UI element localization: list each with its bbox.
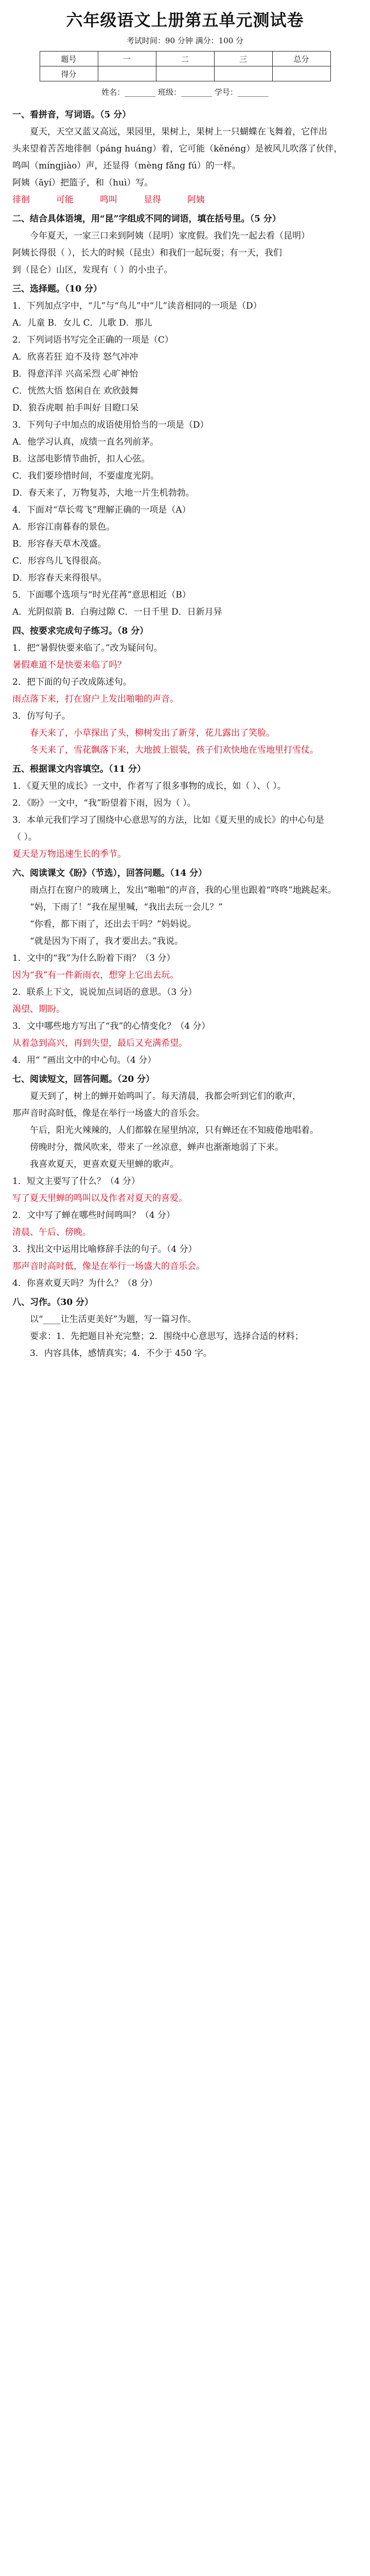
answer-line: 春天来了，小草探出了头，柳树发出了新芽，花儿露出了笑脸。 xyxy=(30,728,275,738)
answer-line: 渴望、期盼。 xyxy=(12,1004,65,1014)
passage-line: 夏天，天空又蓝又高远，果园里，果树上，果树上一只蝴蝶在飞舞着，它伴出 xyxy=(30,127,327,137)
question: 2．文中写了蝉在哪些时间鸣叫？（4 分） xyxy=(12,1210,175,1221)
score-cell xyxy=(98,66,156,81)
passage-line: 夏天到了，树上的蝉开始鸣叫了。每天清晨，我都会听到它们的歌声， xyxy=(30,1091,301,1101)
section-title: 八、习作。（30 分） xyxy=(12,1297,94,1308)
fill-line: 1．《夏天里的成长》一文中，作者写了很多事物的成长，如（ ）、（ ）。 xyxy=(12,781,286,791)
question: 2．联系上下文，说说加点词语的意思。（3 分） xyxy=(12,987,197,997)
passage-line: “妈，下雨了！”我在屋里喊，“我出去玩一会儿？” xyxy=(30,902,223,912)
option: A．他学习认真，成绩一直名列前茅。 xyxy=(12,437,159,447)
option: B．得意洋洋 兴高采烈 心旷神怡 xyxy=(12,369,138,379)
fill-line: 3．本单元我们学习了围绕中心意思写的方法，比如《夏天里的成长》的中心句是 xyxy=(12,815,324,825)
score-row-header xyxy=(40,52,330,66)
option: C．恍然大悟 悠闲自在 欢欣鼓舞 xyxy=(12,386,138,396)
score-cell: 得分 xyxy=(40,66,98,81)
section-title: 四、按要求完成句子练习。（8 分） xyxy=(12,626,149,636)
score-cell: 一 xyxy=(98,52,156,66)
answer-line: 写了夏天里蝉的鸣叫以及作者对夏天的喜爱。 xyxy=(12,1193,187,1204)
question: 2．下列词语书写完全正确的一项是（C） xyxy=(12,335,173,345)
passage-line: 阿姨长得很（ ），长大的时候（昆虫）和我们一起玩耍；有一天，我们 xyxy=(12,248,282,258)
passage-line: “就是因为下雨了，我才要出去。”我说。 xyxy=(30,936,183,946)
exam-meta: 考试时间：90 分钟 满分：100 分 xyxy=(126,36,244,45)
section-title: 一、看拼音，写词语。（5 分） xyxy=(12,110,131,120)
passage-line: 雨点打在窗户的玻璃上，发出“啪啪”的声音，我的心里也跟着“咚咚”地跳起来。 xyxy=(30,885,337,895)
exam-content xyxy=(0,97,370,1362)
student-info-line: 姓名：________ 班级：________ 学号：________ xyxy=(101,88,269,97)
answer-line: 夏天是万物迅速生长的季节。 xyxy=(12,849,126,859)
options: A．光阴似箭 B．白驹过隙 C．一日千里 D．日新月异 xyxy=(12,607,222,617)
score-cell: 总分 xyxy=(272,52,330,66)
exam-title: 六年级语文上册第五单元测试卷 xyxy=(66,10,304,30)
answer-line: 那声音时高时低，像是在举行一场盛大的音乐会。 xyxy=(12,1261,205,1272)
option: C．形容鸟儿飞得很高。 xyxy=(12,556,107,566)
option: D．春天来了，万物复苏，大地一片生机勃勃。 xyxy=(12,488,195,498)
section-title: 二、结合具体语境，用“昆”字组成不同的词语，填在括号里。（5 分） xyxy=(12,214,281,224)
score-cell xyxy=(214,66,272,81)
fill-line: （ ）。 xyxy=(12,832,37,842)
passage-line: 今年夏天，一家三口来到阿姨（昆明）家度假。我们先一起去看（昆明） xyxy=(30,231,310,241)
prompt-line: 以“____让生活更美好”为题，写一篇习作。 xyxy=(30,1314,197,1325)
answer-line: 从着急到高兴，再到失望，最后又充满希望。 xyxy=(12,1038,187,1048)
score-cell: 题号 xyxy=(40,52,98,66)
answer-line: 清晨、午后、傍晚。 xyxy=(12,1227,91,1238)
answer-line: 因为“我”有一件新雨衣，想穿上它出去玩。 xyxy=(12,970,179,980)
question: 5．下面哪个选项与“时光荏苒”意思相近（B） xyxy=(12,590,191,600)
section-title: 五、根据课文内容填空。（11 分） xyxy=(12,764,146,774)
answer-line: 雨点落下来，打在窗户上发出啪啪的声音。 xyxy=(12,694,179,704)
question: 1．短文主要写了什么？（4 分） xyxy=(12,1176,140,1187)
score-row-values xyxy=(40,66,330,81)
question: 2．把下面的句子改成陈述句。 xyxy=(12,677,132,687)
question: 1．把“暑假快要来临了。”改为疑问句。 xyxy=(12,643,163,653)
section-title: 六、阅读课文《盼》（节选），回答问题。（14 分） xyxy=(12,868,207,878)
question: 3．文中哪些地方写出了“我”的心情变化？（4 分） xyxy=(12,1021,210,1031)
prompt-line: 3．内容具体，感情真实；4．不少于 450 字。 xyxy=(30,1348,212,1359)
answer-line: 冬天来了，雪花飘落下来，大地披上银装，孩子们欢快地在雪地里打雪仗。 xyxy=(30,745,319,755)
option: C．我们要珍惜时间，不要虚度光阴。 xyxy=(12,471,160,481)
option: B．形容春天草木茂盛。 xyxy=(12,539,107,549)
prompt-line: 要求：1．先把题目补充完整；2．围绕中心意思写，选择合适的材料； xyxy=(30,1331,304,1342)
score-cell: 三 xyxy=(214,52,272,66)
options: A．儿童 B．女儿 C．儿歌 D．那儿 xyxy=(12,318,152,328)
passage-line: 头来望着苦苦地徘徊（páng huáng）着，它可能（kěnéng）是被风儿吹落了伙伴， xyxy=(12,144,343,154)
option: B．这部电影情节曲折，扣人心弦。 xyxy=(12,454,150,464)
question: 1．文中的“我”为什么盼着下雨？（3 分） xyxy=(12,953,175,963)
passage-line: 阿姨（āyí）把篮子，和（huì）写。 xyxy=(12,178,153,188)
score-cell xyxy=(156,66,214,81)
fill-line: 2．《盼》一文中，“我”盼望着下雨，因为（ ）。 xyxy=(12,798,196,808)
score-cell xyxy=(272,66,330,81)
question: 3．找出文中运用比喻修辞手法的句子。（4 分） xyxy=(12,1244,197,1255)
option: D．狼吞虎咽 拍手叫好 目瞪口呆 xyxy=(12,403,139,413)
score-cell: 二 xyxy=(156,52,214,66)
question: 4．用“ ”画出文中的中心句。（4 分） xyxy=(12,1055,156,1065)
option: A．欣喜若狂 迫不及待 怒气冲冲 xyxy=(12,352,138,362)
option: D．形容春天来得很早。 xyxy=(12,573,107,583)
question: 3．下列句子中加点的成语使用恰当的一项是（D） xyxy=(12,420,209,430)
passage-line: 到（昆仑）山区，发现有（ ）的小虫子。 xyxy=(12,265,173,275)
passage-line: 傍晚时分，微风吹来，带来了一丝凉意，蝉声也渐渐地弱了下来。 xyxy=(30,1142,284,1153)
section-title: 三、选择题。（10 分） xyxy=(12,284,102,294)
question: 1．下列加点字中，“儿”与“鸟儿”中“儿”读音相同的一项是（D） xyxy=(12,301,262,311)
passage-line: 午后，阳光火辣辣的，人们都躲在屋里纳凉，只有蝉还在不知疲倦地唱着。 xyxy=(30,1125,319,1136)
score-table xyxy=(40,51,331,81)
passage-line: 鸣叫（míngjiào）声，还显得（mèng fǎng fú）的一样。 xyxy=(12,161,241,171)
passage-line: “你看，都下雨了，还出去干吗？”妈妈说。 xyxy=(30,919,197,929)
option: A．形容江南暮春的景色。 xyxy=(12,522,115,532)
question: 3．仿写句子。 xyxy=(12,711,71,721)
answer-line: 徘徊 可能 鸣叫 显得 阿姨 xyxy=(12,195,205,205)
question: 4．下面对“草长莺飞”理解正确的一项是（A） xyxy=(12,505,191,515)
answer-line: 暑假难道不是快要来临了吗？ xyxy=(12,660,126,670)
passage-line: 我喜欢夏天，更喜欢夏天里蝉的歌声。 xyxy=(30,1159,179,1170)
question: 4．你喜欢夏天吗？为什么？（8 分） xyxy=(12,1278,158,1289)
section-title: 七、阅读短文，回答问题。（20 分） xyxy=(12,1074,155,1084)
passage-line: 那声音时高时低，像是在举行一场盛大的音乐会。 xyxy=(12,1108,205,1118)
